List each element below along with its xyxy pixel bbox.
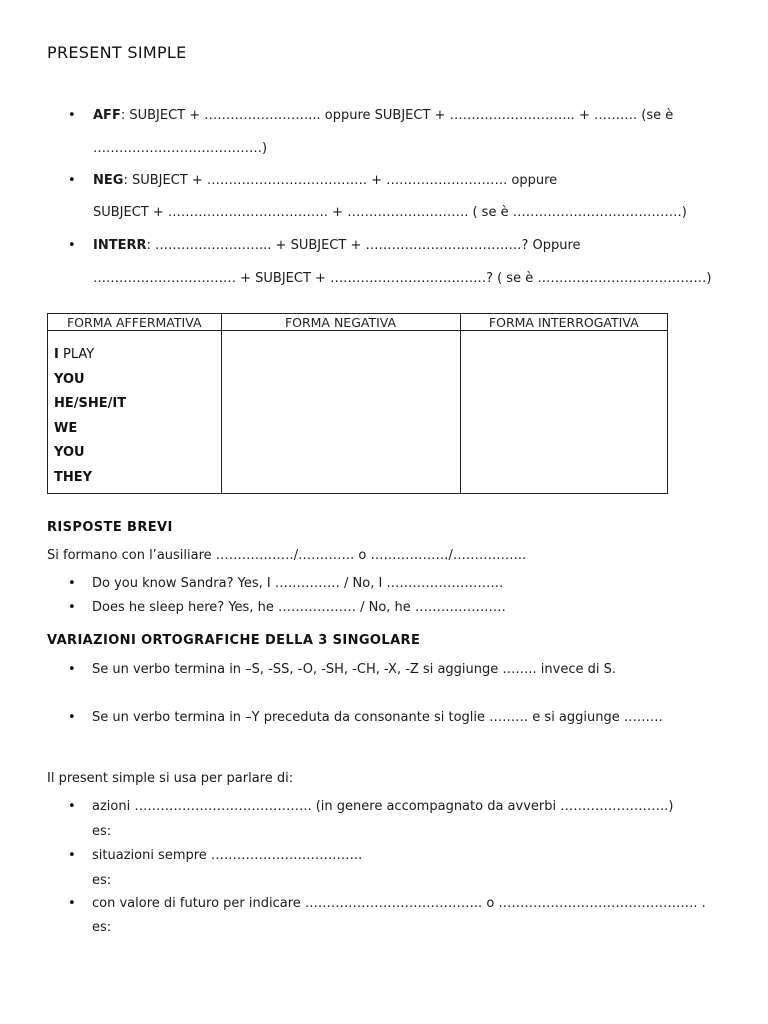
usage-item: situazioni sempre …………………………….. (92, 848, 363, 863)
bullet-icon: • (68, 662, 76, 677)
interr-rule-text: : ……………………... + SUBJECT + ………………………………? Oppure (146, 238, 581, 253)
header-interrogative: FORMA INTERROGATIVA (460, 314, 667, 331)
neg-rule-line1 (93, 173, 557, 188)
aff-rule-text: : SUBJECT + ……………………... oppure SUBJECT + ……………………….. + ………. (se è (120, 108, 674, 123)
pronoun-item (54, 346, 221, 371)
aff-rule-line1 (93, 108, 673, 123)
table-row (48, 331, 668, 494)
aff-rule-line2: …………………………………) (93, 141, 268, 156)
neg-rule-line2: SUBJECT + ………………………………. + ………………………. ( se è …………………………………) (93, 205, 687, 220)
bullet-icon: • (68, 896, 76, 911)
example-label: es: (92, 824, 112, 839)
bullet-icon: • (68, 108, 76, 123)
affirmative-cell (48, 331, 222, 494)
bullet-icon: • (68, 238, 76, 253)
short-answers-intro: Si formano con l’ausiliare ………………/…………. o ………………/…………….. (47, 548, 527, 563)
short-answer-item: Do you know Sandra? Yes, I …………… / No, I ……………………… (92, 576, 504, 591)
bullet-icon: • (68, 799, 76, 814)
bullet-icon: • (68, 600, 76, 615)
aff-label: AFF (93, 108, 121, 123)
interrogative-cell[interactable] (460, 331, 667, 494)
example-verb: PLAY (62, 347, 95, 362)
pronoun-item: YOU (54, 445, 85, 460)
interr-label: INTERR (93, 238, 147, 253)
usage-item: azioni ………………………………….. (in genere accompagnato da avverbi …………………….) (92, 799, 674, 814)
spelling-item: Se un verbo termina in –Y preceduta da consonante si toglie ……… e si aggiunge ……… (92, 710, 663, 725)
spelling-item: Se un verbo termina in –S, -SS, -O, -SH, -CH, -X, -Z si aggiunge …….. invece di S. (92, 662, 616, 677)
bullet-icon: • (68, 848, 76, 863)
verb-forms-table (47, 313, 668, 494)
bullet-icon: • (68, 173, 76, 188)
pronoun-item: WE (54, 420, 78, 436)
bullet-icon: • (68, 576, 76, 591)
pronoun-item: HE/SHE/IT (54, 396, 127, 411)
pronoun-item: YOU (54, 371, 85, 387)
page-title: PRESENT SIMPLE (47, 43, 187, 62)
example-label: es: (92, 873, 112, 888)
pronoun-list (48, 331, 221, 493)
usage-item: con valore di futuro per indicare ………………………………….. o ………………………………………. . (92, 896, 706, 911)
neg-label: NEG (93, 173, 124, 188)
header-negative: FORMA NEGATIVA (221, 314, 460, 331)
short-answer-item: Does he sleep here? Yes, he ……………… / No, he ………………… (92, 600, 506, 615)
neg-rule-text: : SUBJECT + ………………………………. + ………………………. oppure (123, 173, 558, 188)
usage-intro: Il present simple si usa per parlare di: (47, 771, 294, 786)
header-affirmative: FORMA AFFERMATIVA (48, 314, 222, 331)
example-label: es: (92, 920, 112, 935)
spelling-heading: VARIAZIONI ORTOGRAFICHE DELLA 3 SINGOLARE (47, 633, 421, 648)
pronoun-i: I (54, 347, 59, 362)
table-header-row (48, 314, 668, 331)
bullet-icon: • (68, 710, 76, 725)
interr-rule-line2: …………………………… + SUBJECT + ………………………………? ( se è …………………………………) (93, 271, 712, 286)
interr-rule-line1 (93, 238, 581, 253)
short-answers-heading: RISPOSTE BREVI (47, 520, 173, 535)
negative-cell[interactable] (221, 331, 460, 494)
pronoun-item: THEY (54, 469, 93, 485)
